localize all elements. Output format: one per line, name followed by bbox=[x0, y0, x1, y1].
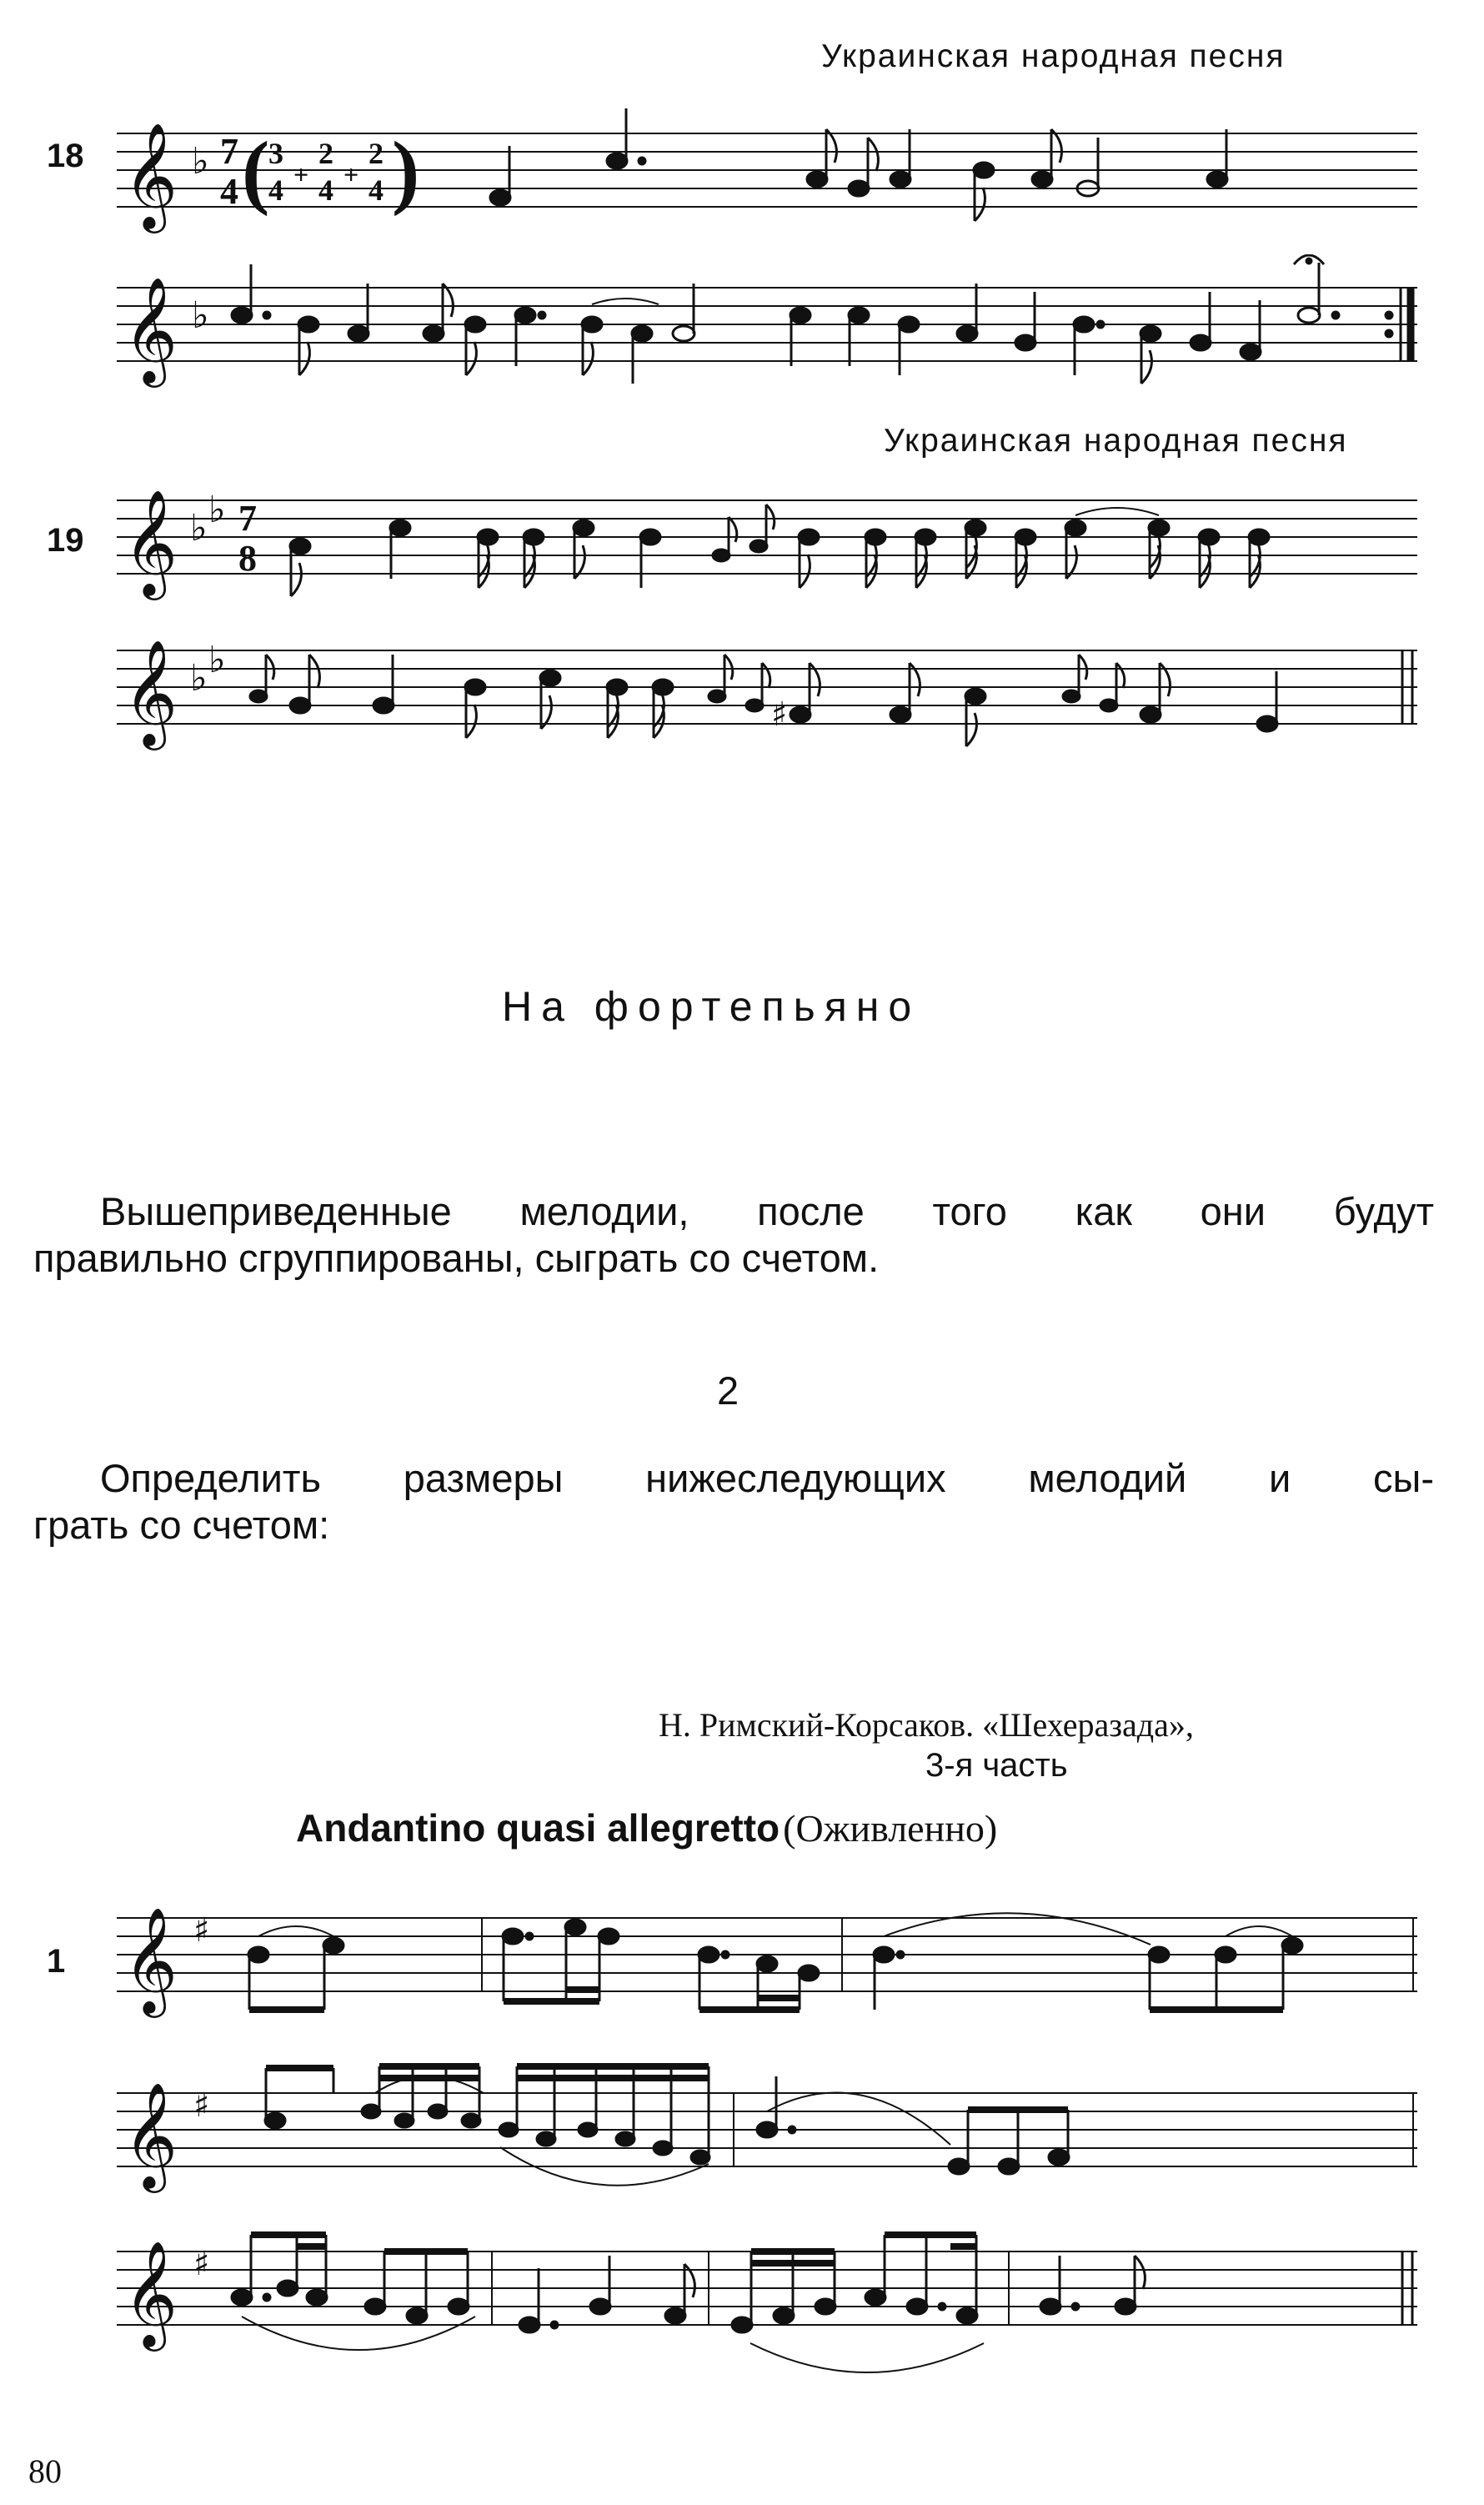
attribution-19: Украинская народная песня bbox=[884, 423, 1348, 459]
attribution-18: Украинская народная песня bbox=[821, 38, 1286, 74]
staff-ex19-line1 bbox=[108, 467, 1426, 634]
time-signature bbox=[238, 498, 257, 579]
instruction-2-line-2: грать со счетом: bbox=[33, 1503, 330, 1547]
svg-text:4: 4 bbox=[268, 173, 283, 207]
treble-clef-icon: 𝄞 bbox=[123, 122, 178, 228]
example-number-19: 19 bbox=[47, 522, 84, 559]
staff-ex1-line3 bbox=[108, 2218, 1426, 2385]
page-number: 80 bbox=[28, 2452, 62, 2490]
note bbox=[490, 190, 510, 205]
svg-text:7: 7 bbox=[238, 498, 257, 539]
flat-sign-icon: ♭ bbox=[192, 140, 209, 183]
notes bbox=[248, 1913, 1413, 2010]
svg-text:2: 2 bbox=[368, 137, 384, 170]
flat-sign-icon: ♭ bbox=[190, 657, 208, 700]
instruction-2-line-1: Определить размеры нижеследующих мелодий и сы- bbox=[100, 1456, 1434, 1500]
tempo-italian: Andantino quasi allegretto bbox=[296, 1806, 780, 1850]
section-title: На фортепьяно bbox=[502, 983, 921, 1030]
note bbox=[607, 153, 627, 168]
svg-text:3: 3 bbox=[268, 137, 283, 170]
instruction-paragraph-1 bbox=[33, 1188, 1434, 1282]
flat-sign-icon: ♭ bbox=[208, 639, 226, 681]
sharp-sign-icon: ♯ bbox=[771, 695, 788, 734]
flat-sign-icon: ♭ bbox=[192, 294, 209, 337]
note bbox=[1032, 172, 1052, 187]
svg-text:7: 7 bbox=[220, 131, 238, 172]
svg-text:8: 8 bbox=[238, 538, 257, 579]
example-number-1: 1 bbox=[47, 1943, 66, 1980]
notes bbox=[265, 2066, 1413, 2186]
staff-ex19-line2 bbox=[108, 617, 1426, 784]
note bbox=[807, 172, 827, 187]
notes bbox=[232, 263, 1339, 384]
staff-ex18-line2 bbox=[108, 254, 1426, 413]
composer-attribution-line-1: Н. Римский-Корсаков. «Шехеразада», bbox=[659, 1706, 1194, 1744]
instruction-paragraph-2 bbox=[33, 1455, 1434, 1549]
staff-ex1-line1 bbox=[108, 1885, 1426, 2051]
flat-sign-icon: ♭ bbox=[208, 489, 226, 531]
sharp-sign-icon: ♯ bbox=[193, 1911, 210, 1950]
svg-text:4: 4 bbox=[318, 173, 333, 207]
note bbox=[1207, 172, 1227, 187]
note bbox=[974, 163, 994, 178]
svg-text:4: 4 bbox=[220, 171, 238, 212]
svg-text:2: 2 bbox=[318, 137, 333, 170]
staff-ex18-line1 bbox=[108, 100, 1426, 267]
sharp-sign-icon: ♯ bbox=[193, 2245, 210, 2283]
notes bbox=[232, 2235, 1145, 2372]
tempo-marking bbox=[296, 1805, 997, 1850]
treble-clef-icon: 𝄞 bbox=[123, 1906, 178, 2013]
svg-text:): ) bbox=[392, 124, 420, 217]
treble-clef-icon: 𝄞 bbox=[123, 639, 178, 745]
exercise-number: 2 bbox=[717, 1368, 739, 1413]
composer-attribution-line-2: 3-я часть bbox=[925, 1747, 1068, 1784]
treble-clef-icon: 𝄞 bbox=[123, 276, 178, 383]
staff-ex1-line2 bbox=[108, 2060, 1426, 2226]
staff-lines bbox=[117, 133, 1417, 207]
svg-text:+: + bbox=[293, 159, 309, 189]
instruction-1-line-1: Вышеприведенные мелодии, после того как они будут bbox=[100, 1189, 1434, 1233]
treble-clef-icon: 𝄞 bbox=[123, 489, 178, 595]
instruction-1-line-2: правильно сгруппированы, сыграть со счетом. bbox=[33, 1236, 880, 1280]
example-number-18: 18 bbox=[47, 138, 84, 174]
tempo-translation: (Оживленно) bbox=[783, 1807, 998, 1850]
staff-lines bbox=[117, 650, 1417, 724]
sharp-sign-icon: ♯ bbox=[193, 2086, 210, 2125]
svg-text:(: ( bbox=[242, 124, 270, 217]
note bbox=[890, 172, 910, 187]
notes bbox=[490, 108, 1227, 221]
treble-clef-icon: 𝄞 bbox=[123, 2240, 178, 2347]
svg-text:4: 4 bbox=[368, 173, 384, 207]
svg-text:+: + bbox=[343, 159, 359, 189]
flat-sign-icon: ♭ bbox=[190, 507, 208, 550]
treble-clef-icon: 𝄞 bbox=[123, 2081, 178, 2188]
note bbox=[849, 181, 869, 196]
